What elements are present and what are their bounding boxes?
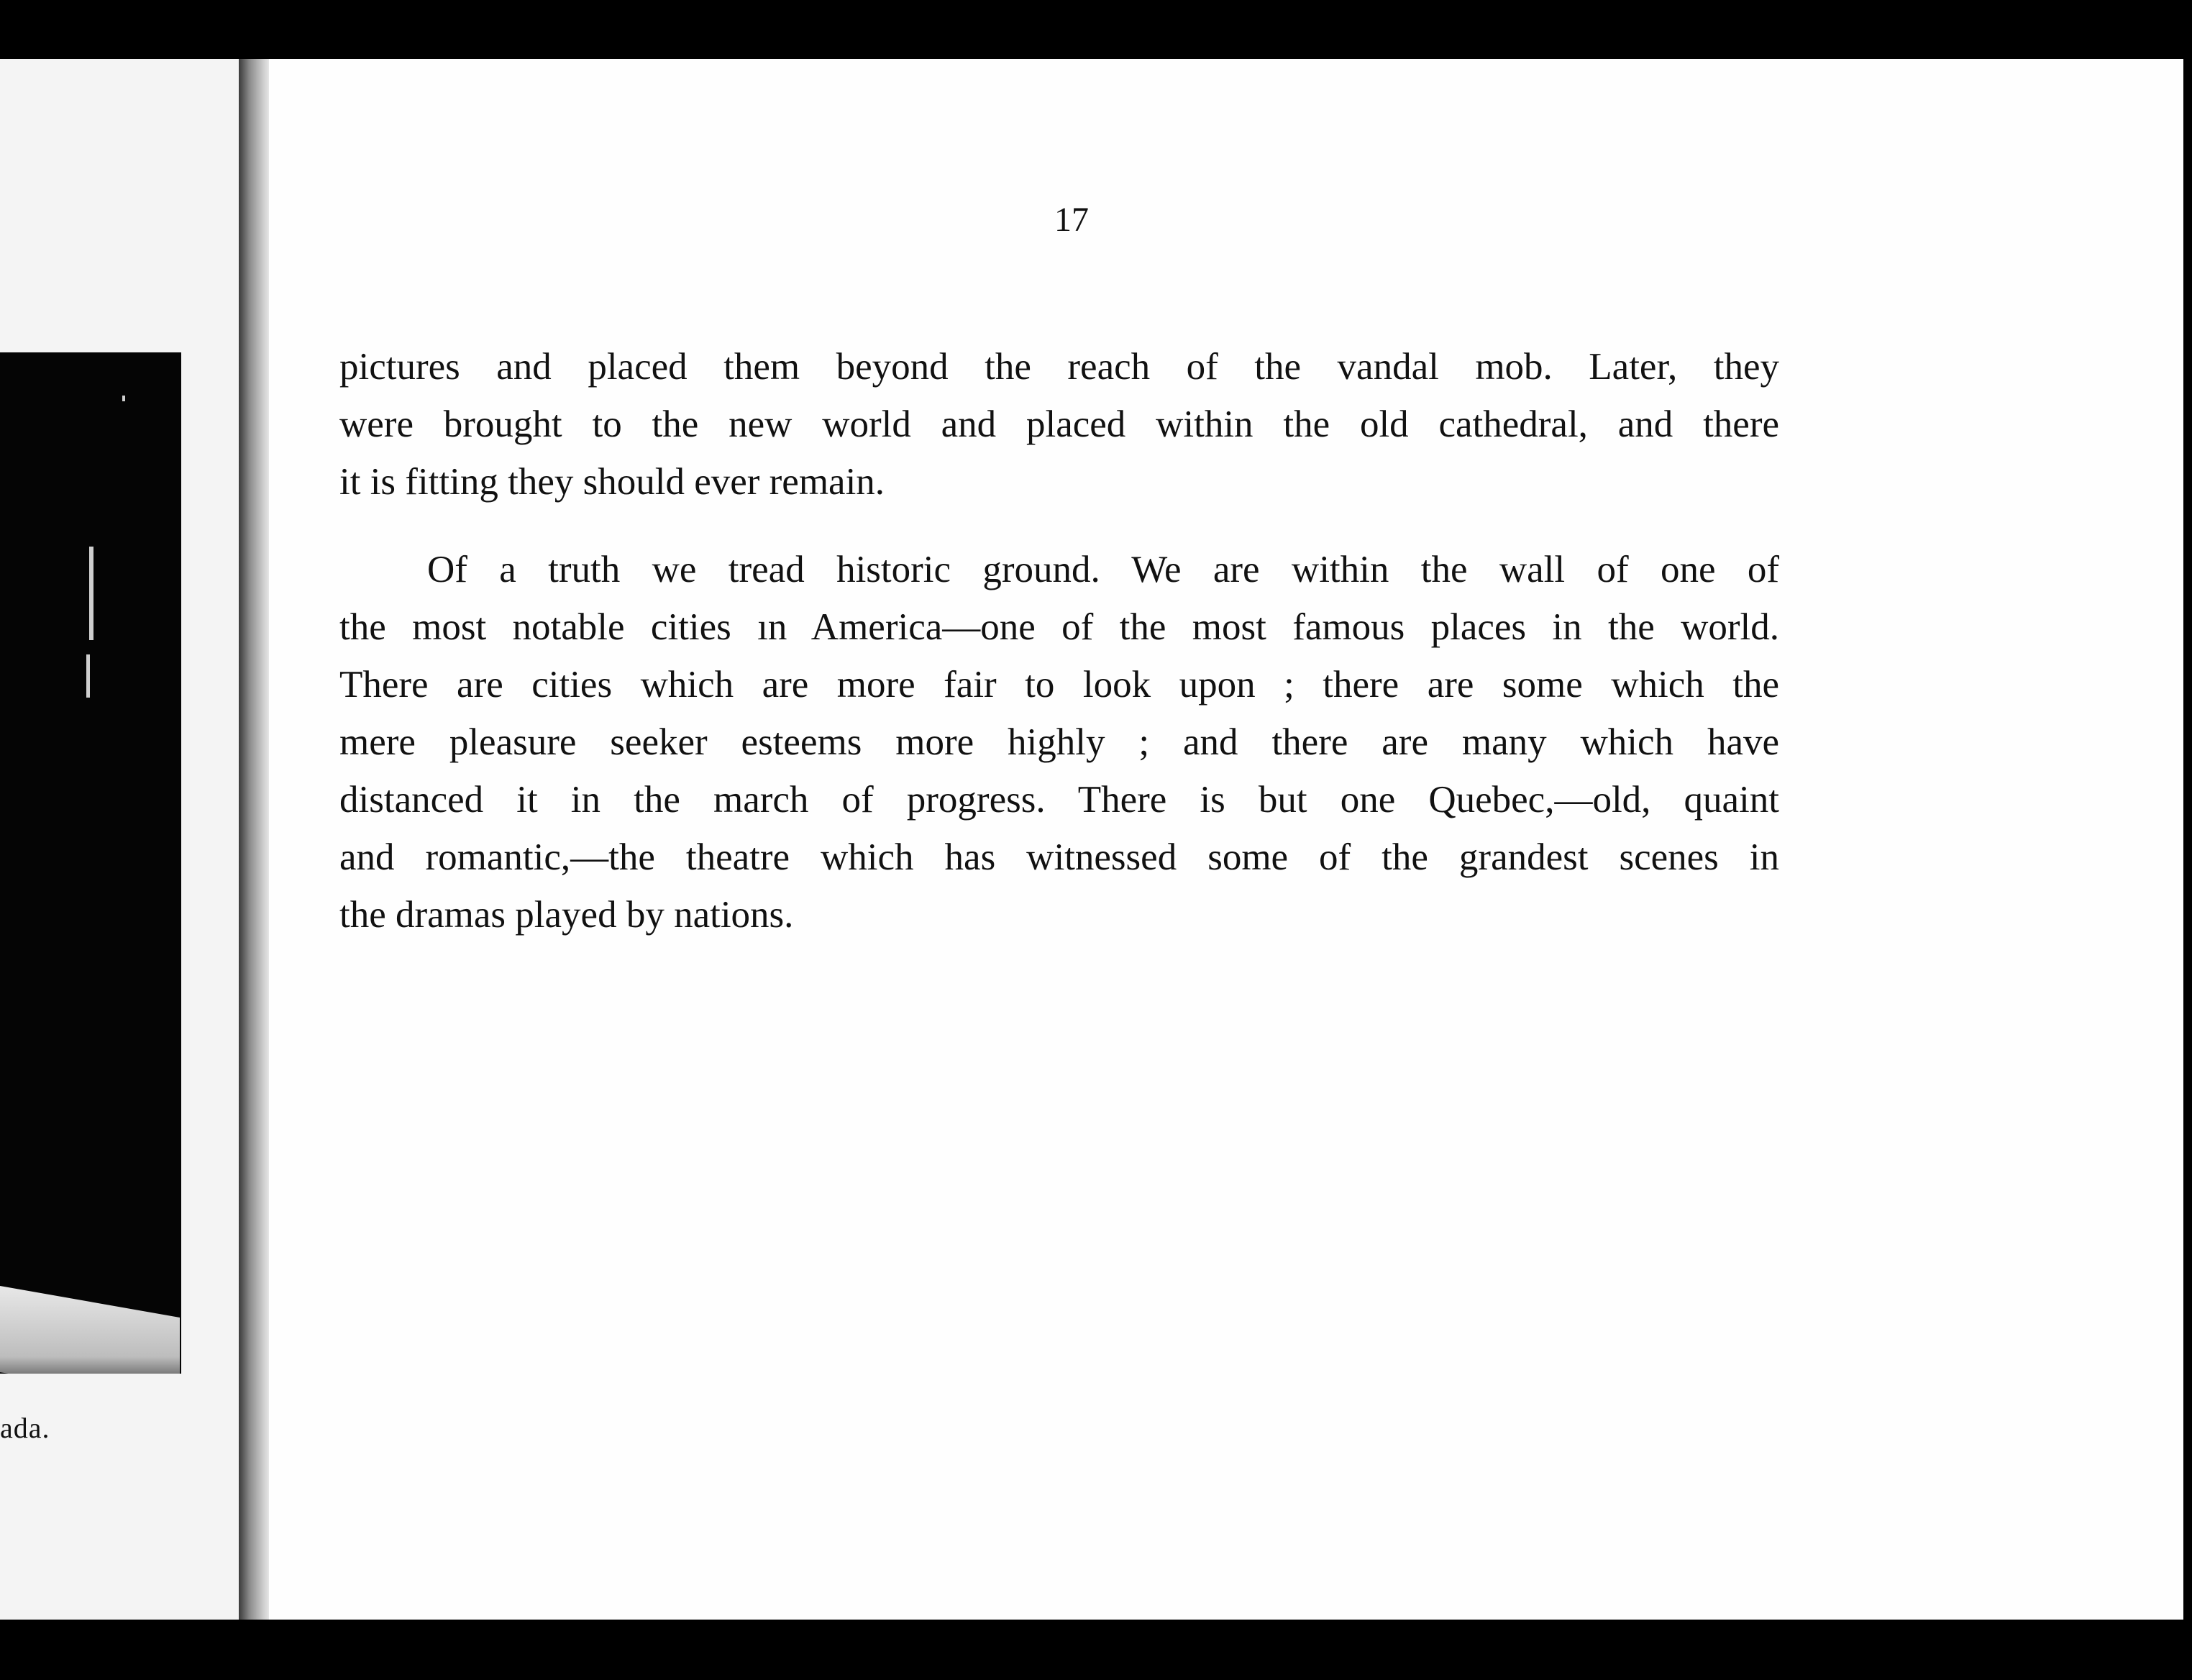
page-number: 17 (1054, 201, 1089, 239)
plate-speck (122, 396, 125, 401)
plate-light-area (0, 1286, 180, 1374)
text-line: mere pleasure seeker esteems more highly ; and there are many which have (339, 721, 1779, 763)
paragraph-2 (339, 541, 1779, 944)
text-line: pictures and placed them beyond the reach of the vandal mob. Later, they (339, 346, 1779, 388)
plate-highlight (86, 654, 90, 698)
paragraph-1 (339, 338, 1779, 511)
photo-plate (0, 352, 181, 1374)
text-line: There are cities which are more fair to look upon ; there are some which the (339, 664, 1779, 706)
text-line: the most notable cities ın America—one of the most famous places in the world. (339, 606, 1779, 648)
text-line: distanced it in the march of progress. There is but one Quebec,—old, quaint (339, 779, 1779, 821)
plate-highlight (89, 547, 93, 640)
plate-caption-fragment: ada. (0, 1412, 50, 1444)
text-line: were brought to the new world and placed within the old cathedral, and there (339, 403, 1779, 445)
text-line: it is fitting they should ever remain. (339, 461, 885, 503)
text-line: the dramas played by nations. (339, 894, 794, 936)
text-line: and romantic,—the theatre which has witnessed some of the grandest scenes in (339, 836, 1779, 878)
left-facing-page (0, 59, 239, 1620)
book-gutter (239, 59, 269, 1620)
text-line: Of a truth we tread historic ground. We are within the wall of one of (427, 549, 1779, 590)
